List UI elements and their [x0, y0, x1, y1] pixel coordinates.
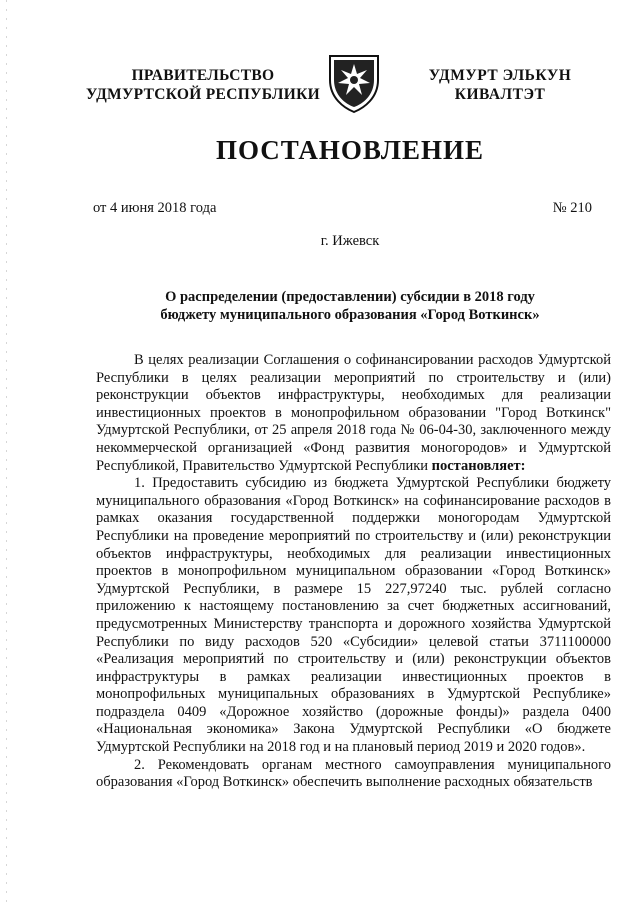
issuer-russian — [78, 66, 328, 104]
issuer-udmurt-line1: УДМУРТ ЭЛЬКУН — [428, 67, 572, 84]
document-title: ПОСТАНОВЛЕНИЕ — [215, 135, 485, 165]
document-number: № 210 — [552, 200, 592, 216]
issuer-udmurt — [400, 66, 600, 104]
issuer-russian-line1: ПРАВИТЕЛЬСТВО — [131, 67, 275, 84]
document-body — [96, 352, 611, 792]
document-city: г. Ижевск — [320, 233, 380, 249]
subject-line2: бюджету муниципального образования «Город Воткинск» — [160, 307, 540, 323]
subject-line1: О распределении (предоставлении) субсидии в 2018 году — [165, 289, 535, 305]
item-1-paragraph: 1. Предоставить субсидию из бюджета Удмуртской Республики бюджету муниципального образования «Город Воткинск» на софинансирование расходов в рамках оказания государственной поддержки моногородам Удмуртской Республики на проведение мероприятий по строительству и (или) реконструкции объектов инфраструктуры, необходимых для реализации инвестиционных проектов в монопрофильном муниципальном образовании «Город Воткинск» Удмуртской Республики, в размере 15 227,97240 тыс. рублей согласно приложению к настоящему постановлению за счет бюджетных ассигнований, предусмотренных Министерству транспорта и дорожного хозяйства Удмуртской Республики по виду расходов 520 «Субсидии» целевой статьи 3711100000 «Реализация мероприятий по строительству и (или) реконструкции объектов инфраструктуры в рамках реализации инвестиционных проектов в монопрофильных муниципальных образованиях в Удмуртской Республике» подраздела 0409 «Дорожное хозяйство (дорожные фонды)» раздела 0400 «Национальная экономика» Закона Удмуртской Республики «О бюджете Удмуртской Республики на 2018 год и на плановый период 2019 и 2020 годов». — [96, 475, 611, 756]
coat-of-arms-icon — [326, 50, 382, 114]
preamble-paragraph — [96, 352, 611, 475]
document-date: от 4 июня 2018 года — [93, 200, 217, 216]
issuer-russian-line2: УДМУРТСКОЙ РЕСПУБЛИКИ — [85, 86, 320, 103]
preamble-text: В целях реализации Соглашения о софинансировании расходов Удмуртской Республики в целях реализации мероприятий по строительству и (или) реконструкции объектов инфраструктуры, необходимых для реализации инвестиционных проектов в монопрофильном образовании "Город Воткинск" Удмуртской Республики, от 25 апреля 2018 года № 06-04-30, заключенного между некоммерческой организацией «Фонд развития моногородов» и Удмуртской Республикой, Правительство Удмуртской Республики — [96, 352, 611, 474]
item-2-paragraph: 2. Рекомендовать органам местного самоуправления муниципального образования «Город Воткинск» обеспечить выполнение расходных обязательств — [96, 756, 611, 791]
issuer-udmurt-line2: КИВАЛТЭТ — [454, 86, 546, 103]
document-subject — [120, 288, 580, 324]
resolves-word: постановляет: — [431, 457, 526, 474]
